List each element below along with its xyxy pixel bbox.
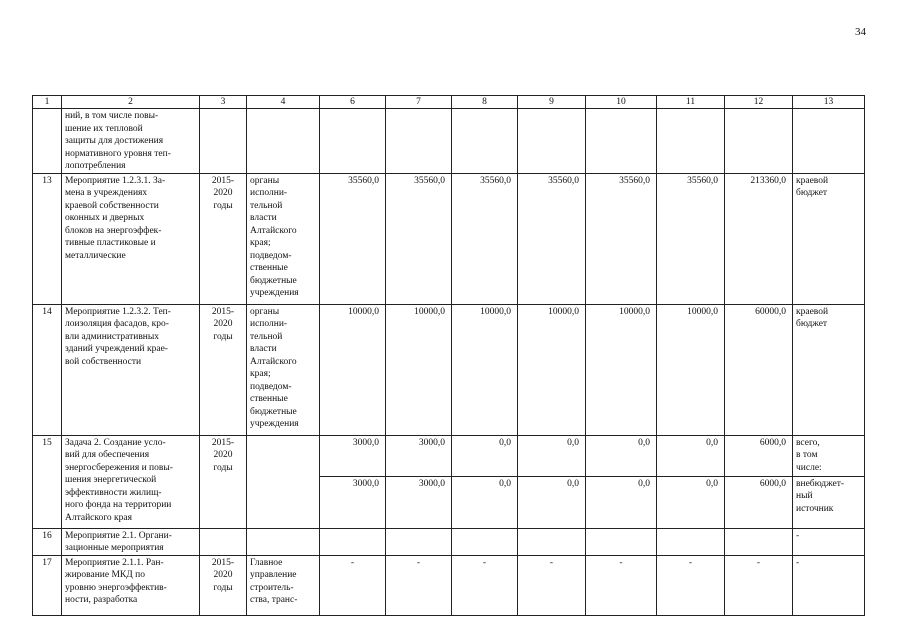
table-row — [33, 109, 865, 174]
value-cell: - — [586, 555, 657, 615]
value-cell: 6000,0 — [725, 476, 793, 528]
period-cell: 2015- 2020 годы — [200, 435, 247, 528]
header-cell: 2 — [62, 96, 200, 109]
value-cell: 35560,0 — [386, 173, 452, 304]
header-cell: 7 — [386, 96, 452, 109]
value-cell: 10000,0 — [320, 304, 386, 435]
executor-cell: органы исполни- тельной власти Алтайского края; подведом- ственные бюджетные учреждения — [247, 173, 320, 304]
value-cell — [725, 109, 793, 174]
value-cell: 0,0 — [518, 435, 586, 476]
header-cell: 11 — [657, 96, 725, 109]
value-cell — [725, 528, 793, 555]
period-cell: 2015- 2020 годы — [200, 173, 247, 304]
value-cell: 35560,0 — [657, 173, 725, 304]
value-cell: 3000,0 — [386, 435, 452, 476]
measure-name: ний, в том числе повы- шение их тепловой защиты для достижения нормативного уровня теп- лопотребления — [62, 109, 200, 174]
value-cell: 3000,0 — [386, 476, 452, 528]
source-cell: - — [793, 528, 865, 555]
value-cell — [518, 528, 586, 555]
header-cell: 4 — [247, 96, 320, 109]
value-cell: 10000,0 — [657, 304, 725, 435]
header-cell: 8 — [452, 96, 518, 109]
header-cell: 12 — [725, 96, 793, 109]
value-cell: 0,0 — [452, 435, 518, 476]
value-cell: 0,0 — [586, 476, 657, 528]
value-cell — [320, 109, 386, 174]
table-row — [33, 528, 865, 555]
source-cell — [793, 109, 865, 174]
measure-name: Мероприятие 1.2.3.1. За- мена в учреждениях краевой собственности оконных и дверных блоков на энергоэффек- тивные пластиковые и металлические — [62, 173, 200, 304]
value-cell: 0,0 — [657, 476, 725, 528]
page-number: 34 — [855, 26, 866, 38]
value-cell: 0,0 — [452, 476, 518, 528]
source-cell: внебюджет- ный источник — [793, 476, 865, 528]
value-cell: 35560,0 — [518, 173, 586, 304]
source-cell: краевой бюджет — [793, 173, 865, 304]
value-cell: 0,0 — [657, 435, 725, 476]
period-cell: 2015- 2020 годы — [200, 304, 247, 435]
value-cell: 35560,0 — [452, 173, 518, 304]
header-cell: 3 — [200, 96, 247, 109]
table-row — [33, 555, 865, 615]
value-cell: 35560,0 — [320, 173, 386, 304]
value-cell — [657, 109, 725, 174]
period-cell — [200, 109, 247, 174]
source-cell: всего, в том числе: — [793, 435, 865, 476]
value-cell: 0,0 — [586, 435, 657, 476]
value-cell — [657, 528, 725, 555]
header-cell: 1 — [33, 96, 62, 109]
measure-name: Задача 2. Создание усло- вий для обеспечения энергосбережения и повы- шения энергетической эффективности жилищ- ного фонда на территории Алтайского края — [62, 435, 200, 528]
header-cell: 10 — [586, 96, 657, 109]
value-cell — [386, 528, 452, 555]
table-row — [33, 173, 865, 304]
program-table — [32, 95, 865, 616]
value-cell: 10000,0 — [452, 304, 518, 435]
value-cell: - — [452, 555, 518, 615]
header-row — [33, 96, 865, 109]
value-cell: - — [386, 555, 452, 615]
value-cell: 35560,0 — [586, 173, 657, 304]
period-cell: 2015- 2020 годы — [200, 555, 247, 615]
table-row — [33, 304, 865, 435]
value-cell: 10000,0 — [586, 304, 657, 435]
row-number: 17 — [33, 555, 62, 615]
value-cell — [386, 109, 452, 174]
row-number: 15 — [33, 435, 62, 528]
value-cell: 6000,0 — [725, 435, 793, 476]
value-cell: 213360,0 — [725, 173, 793, 304]
table-row — [33, 435, 865, 476]
value-cell: - — [657, 555, 725, 615]
value-cell: 3000,0 — [320, 476, 386, 528]
value-cell: - — [518, 555, 586, 615]
executor-cell — [247, 435, 320, 528]
value-cell: 60000,0 — [725, 304, 793, 435]
executor-cell — [247, 528, 320, 555]
header-cell: 13 — [793, 96, 865, 109]
executor-cell: органы исполни- тельной власти Алтайского края; подведом- ственные бюджетные учреждения — [247, 304, 320, 435]
row-number — [33, 109, 62, 174]
value-cell — [586, 109, 657, 174]
value-cell: - — [725, 555, 793, 615]
value-cell — [586, 528, 657, 555]
value-cell: 10000,0 — [386, 304, 452, 435]
measure-name: Мероприятие 2.1.1. Ран- жирование МКД по уровню энергоэффектив- ности, разработка — [62, 555, 200, 615]
value-cell: 0,0 — [518, 476, 586, 528]
measure-name: Мероприятие 1.2.3.2. Теп- лоизоляция фасадов, кро- вли административных зданий учреждений крае- вой собственности — [62, 304, 200, 435]
row-number: 16 — [33, 528, 62, 555]
row-number: 14 — [33, 304, 62, 435]
row-number: 13 — [33, 173, 62, 304]
executor-cell: Главное управление строитель- ства, транс- — [247, 555, 320, 615]
header-cell: 6 — [320, 96, 386, 109]
value-cell — [452, 528, 518, 555]
executor-cell — [247, 109, 320, 174]
measure-name: Мероприятие 2.1. Органи- зационные мероприятия — [62, 528, 200, 555]
value-cell: 3000,0 — [320, 435, 386, 476]
value-cell: - — [320, 555, 386, 615]
value-cell — [518, 109, 586, 174]
header-cell: 9 — [518, 96, 586, 109]
period-cell — [200, 528, 247, 555]
value-cell: 10000,0 — [518, 304, 586, 435]
source-cell: - — [793, 555, 865, 615]
value-cell — [452, 109, 518, 174]
source-cell: краевой бюджет — [793, 304, 865, 435]
value-cell — [320, 528, 386, 555]
